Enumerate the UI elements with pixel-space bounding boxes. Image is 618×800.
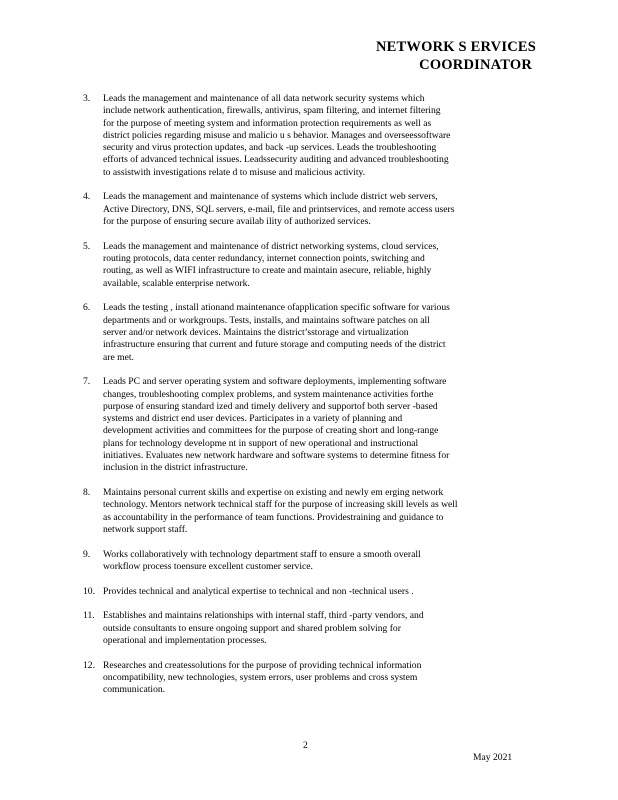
duty-item: [83, 376, 548, 474]
duty-item-line: efforts of advanced technical issues. Leadssecurity auditing and advanced troubleshooting: [103, 154, 449, 166]
duty-item-line: operational and implementation processes.: [103, 634, 267, 646]
duty-item-number: 5.: [83, 240, 91, 252]
duty-item-line: plans for technology developme nt in support of new operational and instructional: [103, 437, 419, 449]
duty-item-line: Maintains personal current skills and expertise on existing and newly em erging network: [103, 486, 444, 498]
duty-item-line: infrastructure ensuring that current and future storage and computing needs of the district: [103, 339, 446, 351]
duty-item-text: [103, 191, 548, 228]
duty-item-line: for the purpose of meeting system and information protection requirements as well as: [103, 117, 432, 129]
duty-item-line: are met.: [103, 351, 134, 363]
duty-item-number: 3.: [83, 93, 91, 104]
duty-item: [83, 586, 548, 598]
duty-item: [83, 610, 548, 647]
duty-item-line: development activities and committees for the purpose of creating short and long-range: [103, 425, 439, 437]
duty-item: [83, 549, 548, 574]
duty-item-line: Researches and createssolutions for the purpose of providing technical information: [103, 659, 422, 671]
duty-item-line: include network authentication, firewalls, antivirus, spam filtering, and internet filtering: [103, 105, 441, 117]
duty-item-line: district policies regarding misuse and malicio u s behavior. Manages and overseessoftware: [103, 129, 451, 141]
document-title-line-1: NETWORK S ERVICES: [375, 39, 536, 55]
duty-item-number: 4.: [83, 191, 91, 203]
duty-item-line: Active Directory, DNS, SQL servers, e-mail, file and printservices, and remote access users: [103, 203, 455, 215]
duty-item: [83, 241, 548, 290]
page-number: 2: [303, 740, 308, 751]
duty-item-line: systems and district end user devices. Participates in a variety of planning and: [103, 413, 403, 425]
duty-item-line: Leads PC and server operating system and software deployments, implementing software: [103, 376, 447, 388]
duty-item-text: [103, 376, 548, 474]
duty-item-number: 9.: [83, 548, 91, 560]
duty-item-line: routing protocols, data center redundancy, internet connection points, switching and: [103, 253, 425, 265]
document-title-line-2: COORDINATOR: [419, 57, 532, 73]
document-date: May 2021: [473, 752, 513, 763]
duty-item-line: as accountability in the performance of team functions. Providestraining and guidance to: [103, 511, 444, 523]
duty-item-number: 8.: [83, 486, 91, 498]
duty-item-line: available, scalable enterprise network.: [103, 277, 250, 289]
duty-item-number: 10.: [83, 585, 95, 597]
duty-item: [83, 93, 548, 179]
duty-item-text: [103, 586, 548, 598]
duty-item-line: security and virus protection updates, and back -up services. Leads the troubleshooting: [103, 142, 437, 154]
duty-item: [83, 191, 548, 228]
duties-list: [83, 93, 548, 709]
duty-item-line: oncompatibility, new technologies, system errors, user problems and cross system: [103, 671, 418, 683]
duty-item-line: outside consultants to ensure ongoing support and shared problem solving for: [103, 622, 401, 634]
duty-item-line: Works collaboratively with technology department staff to ensure a smooth overall: [103, 548, 421, 560]
duty-item-line: inclusion in the district infrastructure.: [103, 462, 248, 474]
duty-item-number: 7.: [83, 376, 91, 388]
duty-item: [83, 660, 548, 697]
duty-item-line: initiatives. Evaluates new network hardware and software systems to determine fitness for: [103, 449, 450, 461]
duty-item-line: technology. Mentors network technical staff for the purpose of increasing skill levels as well: [103, 499, 458, 511]
duty-item: [83, 302, 548, 363]
duty-item-line: for the purpose of ensuring secure availab ility of authorized services.: [103, 216, 371, 228]
duty-item-number: 6.: [83, 302, 91, 314]
duty-item-number: 12.: [83, 659, 95, 671]
duty-item-line: Establishes and maintains relationships with internal staff, third -party vendors, and: [103, 610, 424, 622]
duty-item-line: purpose of ensuring standard ized and timely delivery and supportof both server -based: [103, 400, 438, 412]
duty-item-line: routing, as well as WIFI infrastructure to create and maintain asecure, reliable, highly: [103, 265, 432, 277]
duty-item-text: [103, 93, 548, 179]
duty-item-line: Leads the testing , install ationand maintenance ofapplication specific software for various: [103, 302, 450, 314]
duty-item-line: workflow process toensure excellent customer service.: [103, 560, 313, 572]
duty-item-line: departments and or workgroups. Tests, installs, and maintains software patches on all: [103, 314, 430, 326]
duty-item-line: to assistwith investigations relate d to misuse and malicious activity.: [103, 166, 366, 178]
duty-item-line: changes, troubleshooting complex problems, and system maintenance activities forthe: [103, 388, 434, 400]
duty-item-line: network support staff.: [103, 523, 188, 535]
duty-item-line: communication.: [103, 684, 166, 696]
duty-item-text: [103, 302, 548, 363]
duty-item-text: [103, 660, 548, 697]
duty-item: [83, 487, 548, 536]
duty-item-number: 11.: [83, 610, 95, 622]
duty-item-text: [103, 241, 548, 290]
duty-item-text: [103, 549, 548, 574]
duty-item-line: Leads the management and maintenance of district networking systems, cloud services,: [103, 240, 439, 252]
duty-item-line: Leads the management and maintenance of systems which include district web servers,: [103, 191, 438, 203]
duty-item-line: Provides technical and analytical expertise to technical and non -technical users .: [103, 585, 414, 597]
duty-item-text: [103, 610, 548, 647]
duty-item-line: server and/or network devices. Maintains the district’sstorage and virtualization: [103, 326, 409, 338]
duty-item-text: [103, 487, 548, 536]
duty-item-line: Leads the management and maintenance of all data network security systems which: [103, 93, 425, 104]
